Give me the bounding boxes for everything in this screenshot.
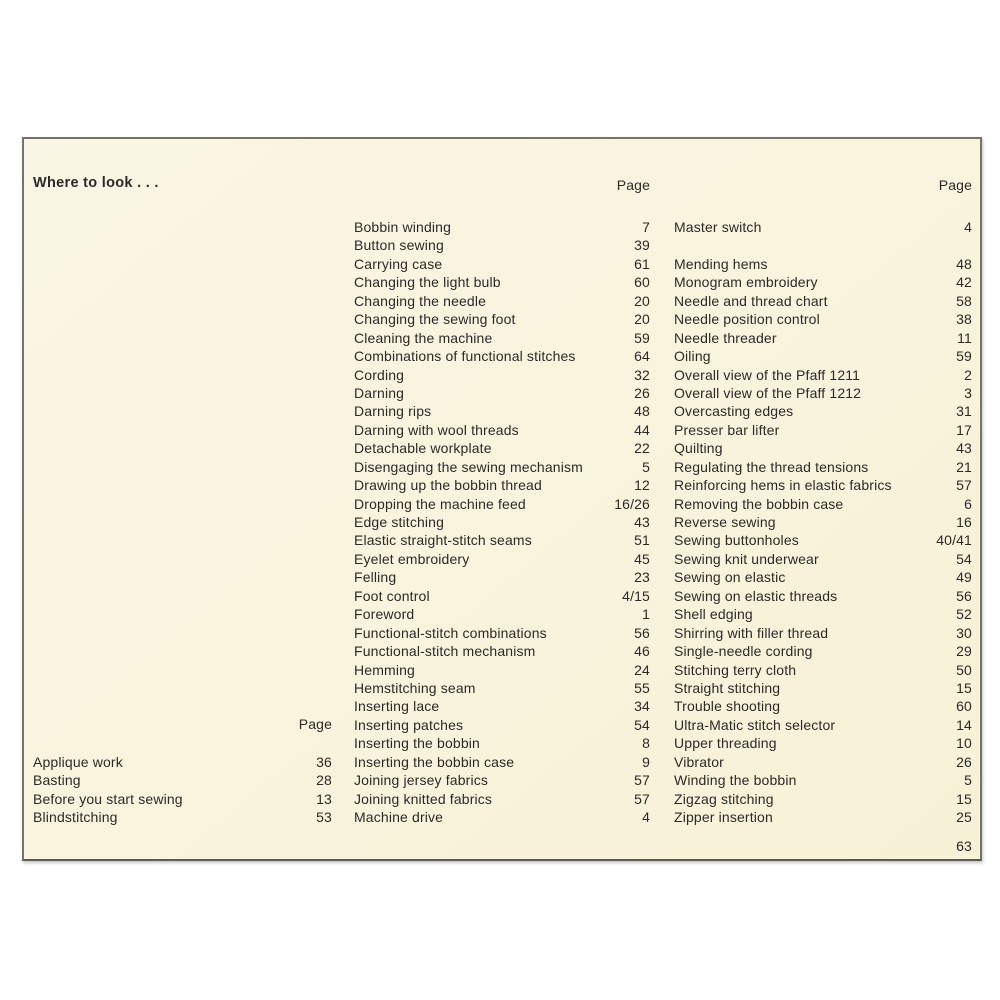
index-entry-row: [354, 421, 650, 439]
entry-label: Drawing up the bobbin thread: [354, 477, 542, 494]
entry-page-number: 50: [956, 661, 972, 678]
entry-label: Hemming: [354, 661, 415, 678]
index-entry-row: [674, 366, 972, 384]
entry-page-number: 64: [634, 348, 650, 365]
entry-label: Changing the needle: [354, 292, 487, 309]
entry-page-number: 2: [964, 366, 972, 383]
entry-label: Inserting the bobbin: [354, 735, 480, 752]
entry-label: Stitching terry cloth: [674, 661, 797, 678]
entry-label: Winding the bobbin: [674, 772, 797, 789]
entry-page-number: 42: [956, 274, 972, 291]
entry-label: Dropping the machine feed: [354, 495, 526, 512]
entry-page-number: 39: [634, 237, 650, 254]
entry-label: Ultra-Matic stitch selector: [674, 716, 836, 733]
entry-label: Presser bar lifter: [674, 421, 780, 438]
page-title: Where to look . . .: [33, 175, 159, 191]
index-entry-row: [674, 790, 972, 808]
entry-label: Darning with wool threads: [354, 421, 519, 438]
entry-page-number: 43: [634, 514, 650, 530]
index-entry-row: [674, 605, 972, 623]
index-entry-row: [33, 790, 332, 808]
entry-label: Inserting the bobbin case: [354, 753, 515, 770]
entry-label: Carrying case: [354, 255, 443, 272]
index-entry-row: [354, 310, 650, 328]
right-column-page-header: Page: [938, 177, 972, 193]
entry-label: Straight stitching: [674, 679, 781, 696]
entry-label: Overall view of the Pfaff 1211: [674, 366, 861, 383]
entry-page-number: 16/26: [614, 495, 650, 512]
entry-page-number: 53: [316, 809, 332, 825]
entry-label: Reverse sewing: [674, 514, 776, 530]
index-entry-row: [674, 292, 972, 310]
entry-page-number: 61: [634, 255, 650, 272]
index-entry-row: [354, 513, 650, 531]
index-entry-row: [354, 439, 650, 457]
index-entry-row: [354, 366, 650, 384]
entry-page-number: 7: [642, 219, 650, 235]
entry-page-number: 52: [956, 606, 972, 623]
entry-label: Vibrator: [674, 753, 724, 770]
entry-page-number: 34: [634, 698, 650, 715]
entry-page-number: 40/41: [936, 532, 972, 549]
index-entry-row: [674, 771, 972, 789]
index-entry-row: [354, 642, 650, 660]
entry-page-number: 54: [956, 550, 972, 567]
index-entry-row: [354, 661, 650, 679]
index-column-right: [674, 218, 972, 826]
entry-label: Trouble shooting: [674, 698, 781, 715]
entry-page-number: 5: [964, 772, 972, 789]
index-entry-row: [354, 587, 650, 605]
entry-page-number: 24: [634, 661, 650, 678]
entry-label: Elastic straight-stitch seams: [354, 532, 532, 549]
index-entry-row: [354, 255, 650, 273]
entry-label: Bobbin winding: [354, 219, 452, 235]
index-entry-row: [674, 476, 972, 494]
entry-page-number: 32: [634, 366, 650, 383]
entry-page-number: 31: [956, 403, 972, 420]
index-column-middle: [354, 218, 650, 826]
entry-label: Functional-stitch mechanism: [354, 643, 536, 660]
entry-page-number: 56: [956, 587, 972, 604]
entry-page-number: 26: [634, 384, 650, 401]
index-blank-row: [674, 236, 972, 254]
entry-page-number: 9: [642, 753, 650, 770]
entry-page-number: 5: [642, 458, 650, 475]
index-entry-row: [674, 550, 972, 568]
index-entry-row: [354, 384, 650, 402]
entry-page-number: 48: [634, 403, 650, 420]
entry-label: Functional-stitch combinations: [354, 624, 547, 641]
entry-label: Before you start sewing: [33, 790, 183, 807]
entry-label: Oiling: [674, 348, 711, 365]
entry-label: Master switch: [674, 219, 762, 235]
entry-page-number: 20: [634, 292, 650, 309]
entry-page-number: 56: [634, 624, 650, 641]
index-entry-row: [354, 402, 650, 420]
entry-page-number: 4/15: [622, 587, 650, 604]
entry-label: Regulating the thread tensions: [674, 458, 869, 475]
index-entry-row: [674, 218, 972, 236]
index-entry-row: [674, 329, 972, 347]
index-entry-row: [674, 697, 972, 715]
entry-page-number: 15: [956, 679, 972, 696]
entry-page-number: 48: [956, 255, 972, 272]
entry-page-number: 11: [957, 329, 972, 346]
index-entry-row: [674, 402, 972, 420]
entry-label: Button sewing: [354, 237, 444, 254]
index-entry-row: [674, 716, 972, 734]
entry-page-number: 60: [956, 698, 972, 715]
entry-label: Zigzag stitching: [674, 790, 774, 807]
entry-page-number: 59: [634, 329, 650, 346]
entry-label: Quilting: [674, 440, 723, 457]
index-entry-row: [674, 734, 972, 752]
footer-page-number: 63: [956, 838, 972, 854]
entry-page-number: 46: [634, 643, 650, 660]
entry-page-number: 3: [964, 384, 972, 401]
entry-page-number: 15: [956, 790, 972, 807]
index-entry-row: [674, 661, 972, 679]
entry-page-number: 51: [634, 532, 650, 549]
index-entry-row: [354, 808, 650, 826]
entry-page-number: 36: [316, 753, 332, 770]
entry-label: Joining jersey fabrics: [354, 772, 489, 789]
entry-label: Machine drive: [354, 809, 444, 825]
entry-label: Changing the sewing foot: [354, 311, 516, 328]
index-entry-row: [354, 292, 650, 310]
entry-page-number: 20: [634, 311, 650, 328]
entry-label: Upper threading: [674, 735, 777, 752]
entry-page-number: 44: [634, 421, 650, 438]
index-entry-row: [354, 347, 650, 365]
index-entry-row: [674, 458, 972, 476]
index-entry-row: [354, 273, 650, 291]
entry-page-number: 43: [956, 440, 972, 457]
index-entry-row: [354, 458, 650, 476]
entry-page-number: 10: [956, 735, 972, 752]
entry-page-number: 6: [964, 495, 972, 512]
index-entry-row: [354, 624, 650, 642]
index-entry-row: [674, 347, 972, 365]
entry-page-number: 4: [964, 219, 972, 235]
entry-label: Inserting lace: [354, 698, 440, 715]
index-entry-row: [674, 568, 972, 586]
entry-page-number: 28: [316, 772, 332, 789]
entry-label: Joining knitted fabrics: [354, 790, 493, 807]
index-entry-row: [674, 421, 972, 439]
entry-page-number: 13: [316, 790, 332, 807]
entry-label: Disengaging the sewing mechanism: [354, 458, 583, 475]
entry-label: Sewing buttonholes: [674, 532, 799, 549]
entry-label: Inserting patches: [354, 716, 464, 733]
entry-page-number: 45: [634, 550, 650, 567]
entry-page-number: 23: [634, 569, 650, 586]
entry-page-number: 60: [634, 274, 650, 291]
index-entry-row: [33, 753, 332, 771]
entry-label: Needle position control: [674, 311, 820, 328]
index-entry-row: [354, 605, 650, 623]
entry-label: Sewing on elastic threads: [674, 587, 838, 604]
index-entry-row: [674, 273, 972, 291]
index-entry-row: [354, 531, 650, 549]
entry-label: Eyelet embroidery: [354, 550, 470, 567]
entry-label: Single-needle cording: [674, 643, 813, 660]
entry-page-number: 12: [634, 477, 650, 494]
index-entry-row: [674, 531, 972, 549]
entry-label: Darning: [354, 384, 405, 401]
entry-page-number: 57: [956, 477, 972, 494]
entry-label: Basting: [33, 772, 81, 789]
index-entry-row: [674, 808, 972, 826]
index-entry-row: [354, 568, 650, 586]
entry-page-number: 57: [634, 790, 650, 807]
index-entry-row: [33, 771, 332, 789]
index-entry-row: [354, 716, 650, 734]
index-entry-row: [674, 384, 972, 402]
index-entry-row: [674, 642, 972, 660]
index-entry-row: [33, 808, 332, 826]
entry-label: Cleaning the machine: [354, 329, 493, 346]
entry-label: Felling: [354, 569, 397, 586]
entry-page-number: 1: [642, 606, 650, 623]
entry-page-number: 29: [956, 643, 972, 660]
entry-label: Needle and thread chart: [674, 292, 828, 309]
entry-page-number: 49: [956, 569, 972, 586]
entry-label: Zipper insertion: [674, 809, 773, 825]
left-column-page-header: Page: [298, 715, 332, 732]
entry-label: Applique work: [33, 753, 123, 770]
entry-page-number: 21: [956, 458, 972, 475]
entry-label: Reinforcing hems in elastic fabrics: [674, 477, 892, 494]
index-entry-row: [354, 550, 650, 568]
entry-label: Changing the light bulb: [354, 274, 501, 291]
index-entry-row: [354, 753, 650, 771]
index-entry-row: [354, 236, 650, 254]
index-entry-row: [354, 679, 650, 697]
entry-label: Removing the bobbin case: [674, 495, 844, 512]
index-entry-row: [674, 513, 972, 531]
index-entry-row: [674, 439, 972, 457]
entry-page-number: 8: [642, 735, 650, 752]
index-entry-row: [354, 734, 650, 752]
entry-label: Mending hems: [674, 255, 768, 272]
middle-column-page-header: Page: [616, 177, 650, 193]
entry-label: Overall view of the Pfaff 1212: [674, 384, 862, 401]
index-entry-row: [674, 310, 972, 328]
entry-page-number: 14: [956, 716, 972, 733]
entry-page-number: 26: [956, 753, 972, 770]
index-entry-row: [354, 697, 650, 715]
entry-label: Foot control: [354, 587, 430, 604]
index-entry-row: [674, 587, 972, 605]
entry-label: Foreword: [354, 606, 415, 623]
entry-label: Shell edging: [674, 606, 753, 623]
manual-index-page: [22, 137, 982, 861]
entry-label: Cording: [354, 366, 405, 383]
entry-page-number: 58: [956, 292, 972, 309]
entry-label: Blindstitching: [33, 809, 118, 825]
entry-page-number: 16: [956, 514, 972, 530]
index-entry-row: [354, 495, 650, 513]
entry-page-number: 57: [634, 772, 650, 789]
index-column-left: [33, 753, 332, 827]
entry-label: Sewing knit underwear: [674, 550, 819, 567]
entry-label: Combinations of functional stitches: [354, 348, 576, 365]
index-entry-row: [354, 329, 650, 347]
index-entry-row: [354, 476, 650, 494]
entry-label: Sewing on elastic: [674, 569, 786, 586]
index-entry-row: [674, 255, 972, 273]
index-entry-row: [354, 771, 650, 789]
entry-page-number: 59: [956, 348, 972, 365]
index-entry-row: [354, 790, 650, 808]
entry-label: Detachable workplate: [354, 440, 492, 457]
entry-page-number: 30: [956, 624, 972, 641]
entry-page-number: 55: [634, 679, 650, 696]
index-entry-row: [674, 495, 972, 513]
entry-label: Edge stitching: [354, 514, 445, 530]
entry-label: Monogram embroidery: [674, 274, 818, 291]
entry-page-number: 22: [634, 440, 650, 457]
entry-label: Needle threader: [674, 329, 777, 346]
entry-label: Shirring with filler thread: [674, 624, 829, 641]
index-entry-row: [674, 679, 972, 697]
entry-page-number: 38: [956, 311, 972, 328]
entry-label: Hemstitching seam: [354, 679, 476, 696]
entry-page-number: 17: [956, 421, 972, 438]
entry-page-number: 54: [634, 716, 650, 733]
entry-label: Darning rips: [354, 403, 432, 420]
entry-label: Overcasting edges: [674, 403, 794, 420]
index-entry-row: [674, 624, 972, 642]
index-entry-row: [674, 753, 972, 771]
entry-page-number: 4: [642, 809, 650, 825]
index-entry-row: [354, 218, 650, 236]
entry-page-number: 25: [956, 809, 972, 825]
